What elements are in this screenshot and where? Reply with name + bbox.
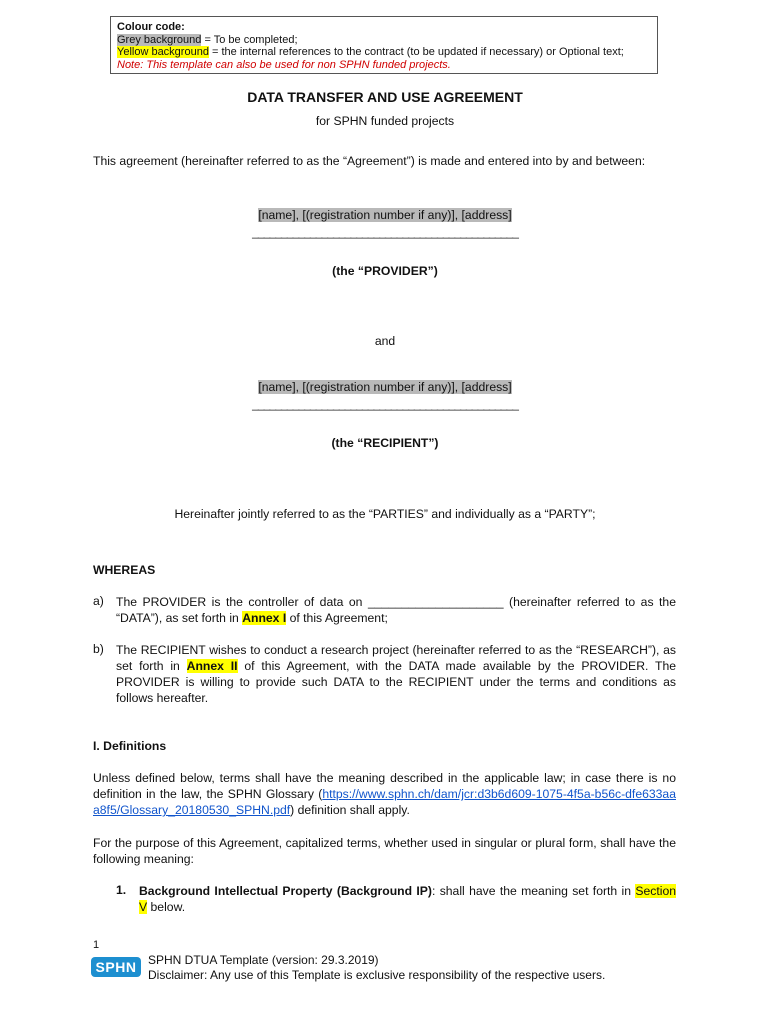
yellow-legend-label: Yellow background bbox=[117, 46, 209, 58]
definitions-paragraph-1 bbox=[93, 770, 676, 818]
recipient-rule: ______________________________________________ bbox=[252, 397, 518, 411]
annex-i-reference: Annex I bbox=[242, 611, 287, 625]
whereas-a-part2: of this Agreement; bbox=[286, 611, 388, 625]
whereas-b-part1: The RECIPIENT wishes to conduct a research project (hereinafter referred to as the “RESEARCH”), as set forth in bbox=[116, 643, 676, 673]
footer-text bbox=[148, 953, 605, 983]
grey-legend bbox=[117, 34, 651, 47]
definitions-paragraph-2: For the purpose of this Agreement, capitalized terms, whether used in singular or plural form, shall have the following meaning: bbox=[93, 836, 676, 866]
item-1-end: below. bbox=[147, 900, 186, 914]
document-subtitle: for SPHN funded projects bbox=[315, 114, 455, 128]
section-v-reference: Section V bbox=[139, 884, 676, 914]
item-1-number: 1. bbox=[116, 883, 127, 897]
provider-fields[interactable]: [name], [(registration number if any)], [address] bbox=[258, 208, 512, 222]
colour-code-title: Colour code: bbox=[117, 21, 185, 33]
footer-disclaimer: Disclaimer: Any use of this Template is exclusive responsibility of the respective users. bbox=[148, 968, 606, 982]
item-1-term: Background Intellectual Property (Background IP) bbox=[139, 884, 432, 898]
colour-code-box bbox=[110, 16, 658, 74]
whereas-b-part2: of this Agreement, with the DATA made available by the PROVIDER. The PROVIDER is willing to provide such DATA to the RECIPIENT under the terms and conditions as follows hereafter. bbox=[116, 659, 677, 705]
footer-version: SPHN DTUA Template (version: 29.3.2019) bbox=[148, 953, 379, 967]
document-title: DATA TRANSFER AND USE AGREEMENT bbox=[247, 89, 523, 105]
definitions-p1-end: ) definition shall apply. bbox=[290, 803, 410, 817]
page-number: 1 bbox=[93, 939, 100, 951]
and-text: and bbox=[374, 334, 396, 348]
recipient-fields[interactable]: [name], [(registration number if any)], [address] bbox=[258, 380, 512, 394]
provider-rule: ______________________________________________ bbox=[252, 225, 518, 239]
grey-legend-desc: = To be completed; bbox=[201, 33, 298, 46]
whereas-a-text bbox=[116, 594, 676, 626]
item-1-text bbox=[139, 883, 676, 915]
intro-paragraph: This agreement (hereinafter referred to as the “Agreement”) is made and entered into by and between: bbox=[93, 154, 646, 168]
annex-ii-reference: Annex II bbox=[186, 659, 238, 673]
recipient-fields-line bbox=[0, 380, 770, 394]
recipient-label: (the “RECIPIENT”) bbox=[331, 436, 439, 450]
provider-fields-line bbox=[0, 208, 770, 222]
whereas-a-label: a) bbox=[93, 594, 104, 608]
definitions-p1-start: Unless defined below, terms shall have the meaning described in the applicable law; in case there is no definition in the law, the SPHN Glossary ( bbox=[93, 771, 676, 801]
grey-legend-label: Grey background bbox=[117, 33, 202, 46]
yellow-legend-desc: = the internal references to the contract (to be updated if necessary) or Optional text; bbox=[208, 46, 624, 58]
section-definitions-heading: I. Definitions bbox=[93, 739, 167, 753]
provider-label: (the “PROVIDER”) bbox=[332, 264, 438, 278]
whereas-b-label: b) bbox=[93, 642, 104, 656]
yellow-legend bbox=[117, 46, 651, 59]
item-1-desc: : shall have the meaning set forth in bbox=[431, 884, 636, 898]
whereas-heading: WHEREAS bbox=[93, 563, 156, 577]
sphn-glossary-link[interactable]: https://www.sphn.ch/dam/jcr:d3b6d609-1075-4f5a-b56c-dfe633aaa8f5/Glossary_20180530_SPHN.pdf bbox=[93, 787, 676, 817]
whereas-b-text bbox=[116, 642, 676, 706]
parties-line: Hereinafter jointly referred to as the “PARTIES” and individually as a “PARTY”; bbox=[174, 507, 596, 521]
template-note: Note: This template can also be used for non SPHN funded projects. bbox=[117, 58, 451, 71]
whereas-a-part1: The PROVIDER is the controller of data on ____________________ (hereinafter referred to as the “DATA”), as set forth in bbox=[116, 595, 676, 625]
sphn-logo: SPHN bbox=[91, 957, 141, 977]
